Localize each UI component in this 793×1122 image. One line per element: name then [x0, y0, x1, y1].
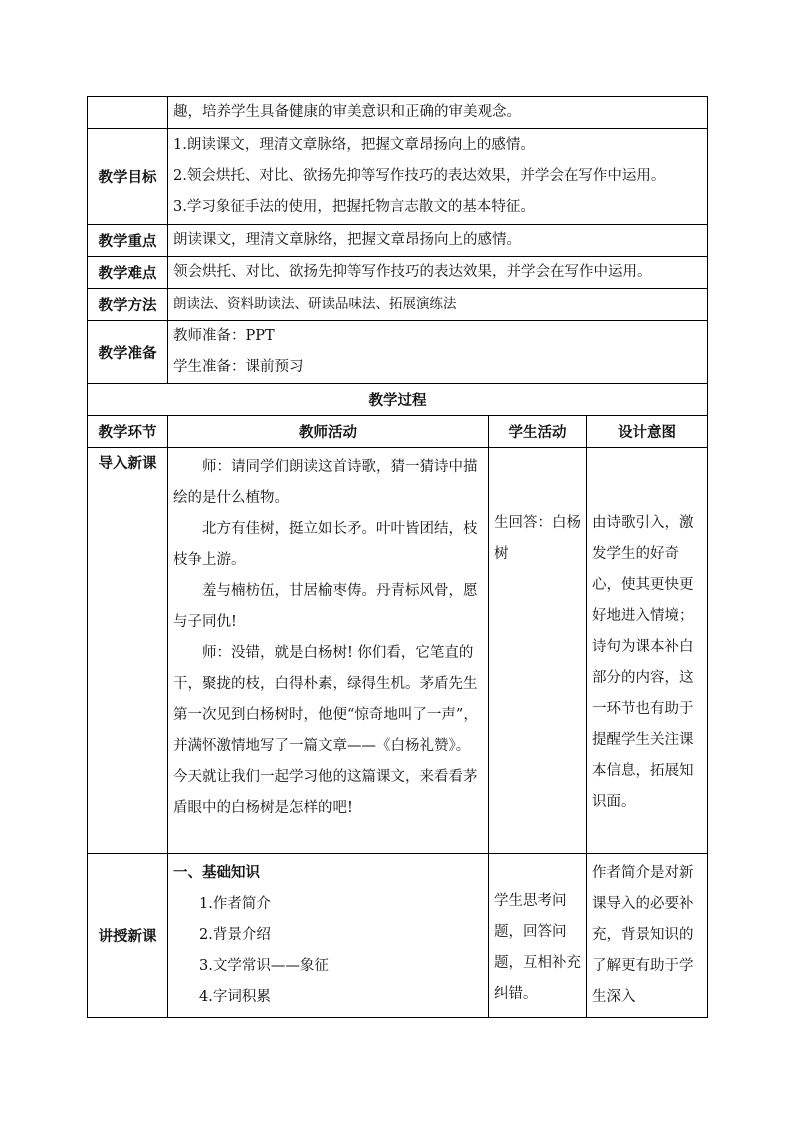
process-title-row	[88, 384, 708, 416]
objective-item: 2.领会烘托、对比、欲扬先抑等写作技巧的表达效果，并学会在写作中运用。	[173, 168, 666, 184]
methods-text: 朗读法、资料助读法、研读品味法、拓展演练法	[168, 289, 708, 321]
objectives-label: 教学目标	[88, 129, 168, 225]
continuation-row	[88, 97, 708, 129]
methods-row	[88, 289, 708, 321]
teacher-paragraph: 师：请同学们朗读这首诗歌，猜一猜诗中描绘的是什么植物。	[173, 459, 478, 506]
methods-label: 教学方法	[88, 289, 168, 321]
preparation-label: 教学准备	[88, 321, 168, 384]
lecture-student-activity	[489, 854, 587, 1018]
key-points-row	[88, 225, 708, 257]
teacher-paragraph: 师：没错，就是白杨树! 你们看，它笔直的干，聚拢的枝，白得朴素，绿得生机。茅盾先生第一次见到白杨树时，他便“惊奇地叫了一声”，并满怀激情地写了一篇文章——《白杨礼赞》。今天就让我们一起学习他的这篇课文，来看看茅盾眼中的白杨树是怎样的吧!	[173, 645, 478, 816]
column-header-student: 学生活动	[489, 416, 587, 448]
lesson-plan-table	[87, 96, 708, 1018]
poem-line: 羞与楠枋伍，甘居榆枣俦。丹青标风骨，愿与子同仇!	[173, 583, 478, 630]
teacher-preparation: 教师准备：PPT	[173, 328, 275, 344]
objective-item: 3.学习象征手法的使用，把握托物言志散文的基本特征。	[173, 199, 535, 215]
student-activity-text: 学生思考问题，回答问题，互相补充纠错。	[494, 893, 581, 1002]
column-header-stage: 教学环节	[88, 416, 168, 448]
lecture-design-intent	[587, 854, 708, 1018]
column-header-teacher: 教师活动	[168, 416, 489, 448]
difficulties-label: 教学难点	[88, 257, 168, 289]
objective-item: 1.朗读课文，理清文章脉络，把握文章昂扬向上的感情。	[173, 137, 535, 153]
column-header-intent: 设计意图	[587, 416, 708, 448]
continuation-text: 趣，培养学生具备健康的审美意识和正确的审美观念。	[168, 97, 708, 129]
design-intent-text: 由诗歌引入，激发学生的好奇心，使其更快更好地进入情境；诗句为课本补白部分的内容，这一环节也有助于提醒学生关注课本信息，拓展知识面。	[592, 515, 694, 810]
key-points-text: 朗读课文，理清文章脉络，把握文章昂扬向上的感情。	[168, 225, 708, 257]
objectives-row	[88, 129, 708, 225]
lecture-stage: 讲授新课	[88, 854, 168, 1018]
intro-stage: 导入新课	[88, 448, 168, 854]
difficulties-text: 领会烘托、对比、欲扬先抑等写作技巧的表达效果，并学会在写作中运用。	[168, 257, 708, 289]
key-points-label: 教学重点	[88, 225, 168, 257]
intro-row	[88, 448, 708, 854]
empty-label-cell	[88, 97, 168, 129]
lecture-item: 1.作者简介	[199, 896, 271, 912]
student-answer: 生回答：白杨树	[494, 515, 581, 562]
lecture-item: 2.背景介绍	[199, 927, 271, 943]
intro-design-intent	[587, 448, 708, 854]
lecture-item: 4.字词积累	[199, 989, 271, 1005]
design-intent-text: 作者简介是对新课导入的必要补充，背景知识的了解更有助于学生深入	[592, 865, 694, 1005]
student-preparation: 学生准备：课前预习	[173, 359, 304, 375]
preparation-content	[168, 321, 708, 384]
lecture-row	[88, 854, 708, 1018]
process-title: 教学过程	[88, 384, 708, 416]
lecture-teacher-activity	[168, 854, 489, 1018]
intro-student-activity	[489, 448, 587, 854]
poem-line: 北方有佳树，挺立如长矛。叶叶皆团结，枝枝争上游。	[173, 521, 478, 568]
lecture-item: 3.文学常识——象征	[199, 958, 329, 974]
column-header-row	[88, 416, 708, 448]
preparation-row	[88, 321, 708, 384]
difficulties-row	[88, 257, 708, 289]
objectives-content	[168, 129, 708, 225]
section-title: 一、基础知识	[173, 865, 260, 881]
intro-teacher-activity	[168, 448, 489, 854]
